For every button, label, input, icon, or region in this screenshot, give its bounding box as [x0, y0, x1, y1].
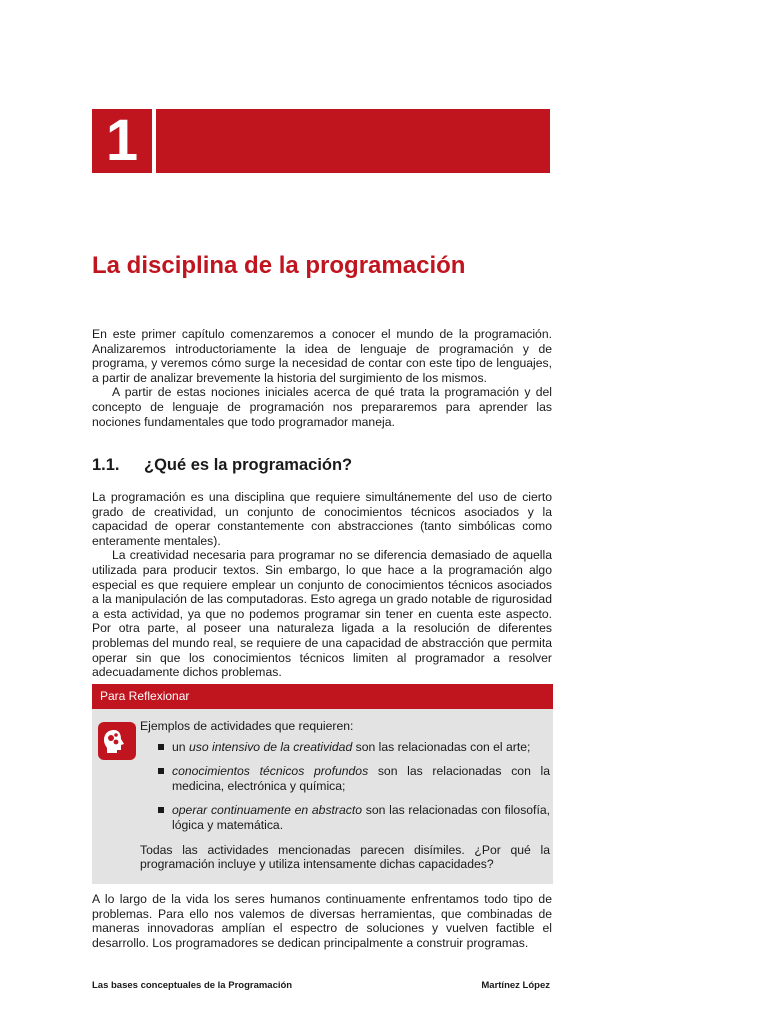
intro-paragraph-1: En este primer capítulo comenzaremos a conocer el mundo de la programación. Analizaremos introductoriamente la idea de lenguaje de programación y de programa, y veremos cómo surge la necesidad de contar con este tipo de lenguajes, a partir de analizar brevemente la historia del surgimiento de los mismos. [92, 327, 552, 385]
section-paragraph-1: La programación es una disciplina que requiere simultánemente del uso de cierto grado de creatividad, un conjunto de conocimientos técnicos asociados y la capacidad de operar constantemente con abstracciones (tanto simbólicas como enteramente mentales). [92, 490, 552, 548]
footer-book-title: Las bases conceptuales de la Programación [92, 980, 293, 991]
reflect-list [140, 740, 550, 833]
reflect-box [92, 684, 553, 884]
bullet-icon [158, 768, 164, 774]
reflect-closing: Todas las actividades mencionadas parecen disímiles. ¿Por qué la programación incluye y utiliza intensamente dichas capacidades? [140, 842, 550, 872]
chapter-number: 1 [92, 109, 156, 173]
after-paragraph-1: A lo largo de la vida los seres humanos continuamente enfrentamos todo tipo de problemas. Para ello nos valemos de diversas herramientas, que combinadas de maneras innovadoras amplían el espectro de soluciones y vuelven factible el desarrollo. Los programadores se dedican principalmente a construir programas. [92, 892, 552, 950]
bullet-icon [158, 744, 164, 750]
page-footer [92, 980, 550, 991]
list-item: un uso intensivo de la creatividad son las relacionadas con el arte; [158, 740, 550, 755]
section-title: ¿Qué es la programación? [144, 456, 353, 474]
intro-paragraph-2: A partir de estas nociones iniciales acerca de qué trata la programación y del concepto de lenguaje de programación nos prepararemos para aprender las nociones fundamentales que todo programador maneja. [92, 385, 552, 429]
chapter-title: La disciplina de la programación [92, 252, 466, 279]
section-heading [92, 456, 352, 475]
head-gears-icon [98, 722, 136, 760]
list-item: operar continuamente en abstracto son las relacionadas con filosofía, lógica y matemática. [158, 803, 550, 832]
reflect-header: Para Reflexionar [92, 684, 553, 709]
reflect-intro: Ejemplos de actividades que requieren: [140, 719, 354, 733]
chapter-band [92, 109, 550, 173]
section-text [92, 490, 552, 680]
footer-author: Martínez López [481, 980, 550, 991]
reflect-content [140, 719, 550, 872]
section-paragraph-2: La creatividad necesaria para programar no se diferencia demasiado de aquella utilizada para producir textos. Sin embargo, lo que hace a la programación algo especial es que requiere emplear un conjunto de conocimientos técnicos asociados a la manipulación de las computadoras. Esto agrega un grado notable de rigurosidad a esta actividad, ya que no podemos programar sin tener en cuenta este aspecto. Por otra parte, al poseer una naturaleza ligada a la resolución de diferentes problemas del mundo real, se requiere de una capacidad de abstracción que permita operar sin que los conocimientos técnicos limiten al programador a resolver adecuadamente dichos problemas. [92, 548, 552, 680]
intro-text [92, 327, 552, 429]
after-text [92, 892, 552, 950]
list-item: conocimientos técnicos profundos son las relacionadas con la medicina, electrónica y química; [158, 764, 550, 793]
bullet-icon [158, 807, 164, 813]
section-number: 1.1. [92, 456, 120, 474]
